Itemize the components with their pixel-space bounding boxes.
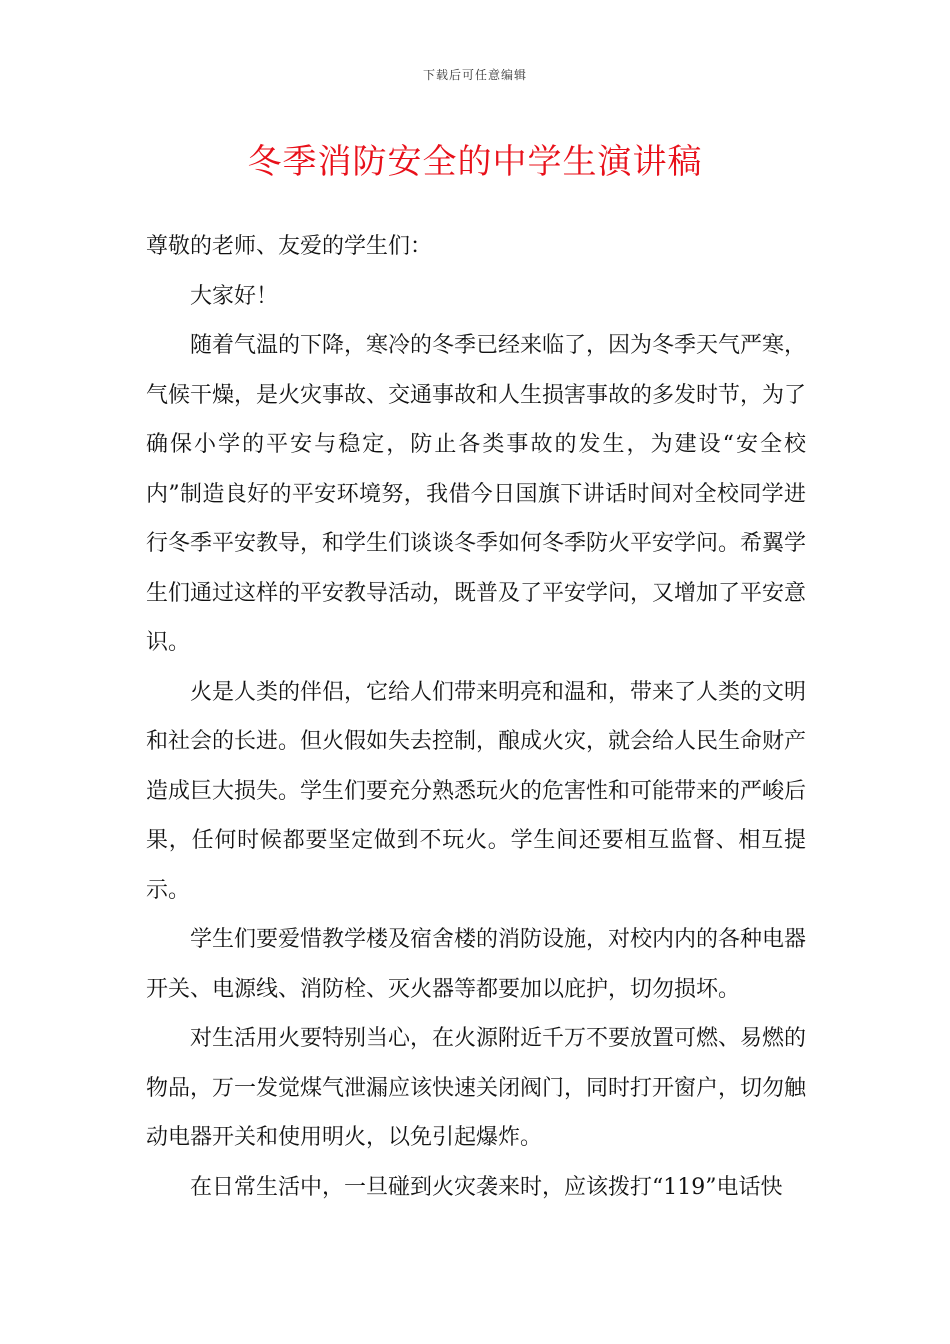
document-title: 冬季消防安全的中学生演讲稿 [247, 142, 703, 182]
paragraph-fire-partner: 火是人类的伴侣，它给人们带来明亮和温和，带来了人类的文明和社会的长进。但火假如失去控制，酿成火灾，就会给人民生命财产造成巨大损失。学生们要充分熟悉玩火的危害性和可能带来的严峻后果，任何时候都要坚定做到不玩火。学生间还要相互监督、相互提示。 [146, 679, 807, 903]
paragraph-protect-facilities: 学生们要爱惜教学楼及宿舍楼的消防设施，对校内内的各种电器开关、电源线、消防栓、灭火器等都要加以庇护，切勿损坏。 [146, 927, 807, 1002]
header-note: 下载后可任意编辑 [422, 68, 527, 82]
salutation: 尊敬的老师、友爱的学生们： [146, 234, 433, 259]
document-body [146, 222, 806, 1212]
paragraph-emergency-call: 在日常生活中，一旦碰到火灾袭来时，应该拨打“119”电话快 [190, 1174, 783, 1200]
paragraph-greeting: 大家好！ [190, 283, 279, 309]
paragraph-intro: 随着气温的下降，寒冷的冬季已经来临了，因为冬季天气严寒，气候干燥，是火灾事故、交通事故和人生损害事故的多发时节，为了确保小学的平安与稳定，防止各类事故的发生，为建设“安全校内”制造良好的平安环境努，我借今日国旗下讲话时间对全校同学进行冬季平安教导，和学生们谈谈冬季如何冬季防火平安学问。希翼学生们通过这样的平安教导活动，既普及了平安学问，又增加了平安意识。 [146, 333, 807, 655]
paragraph-careful-fire-use: 对生活用火要特别当心，在火源附近千万不要放置可燃、易燃的物品，万一发觉煤气泄漏应该快速关闭阀门，同时打开窗户，切勿触动电器开关和使用明火，以免引起爆炸。 [146, 1026, 807, 1150]
